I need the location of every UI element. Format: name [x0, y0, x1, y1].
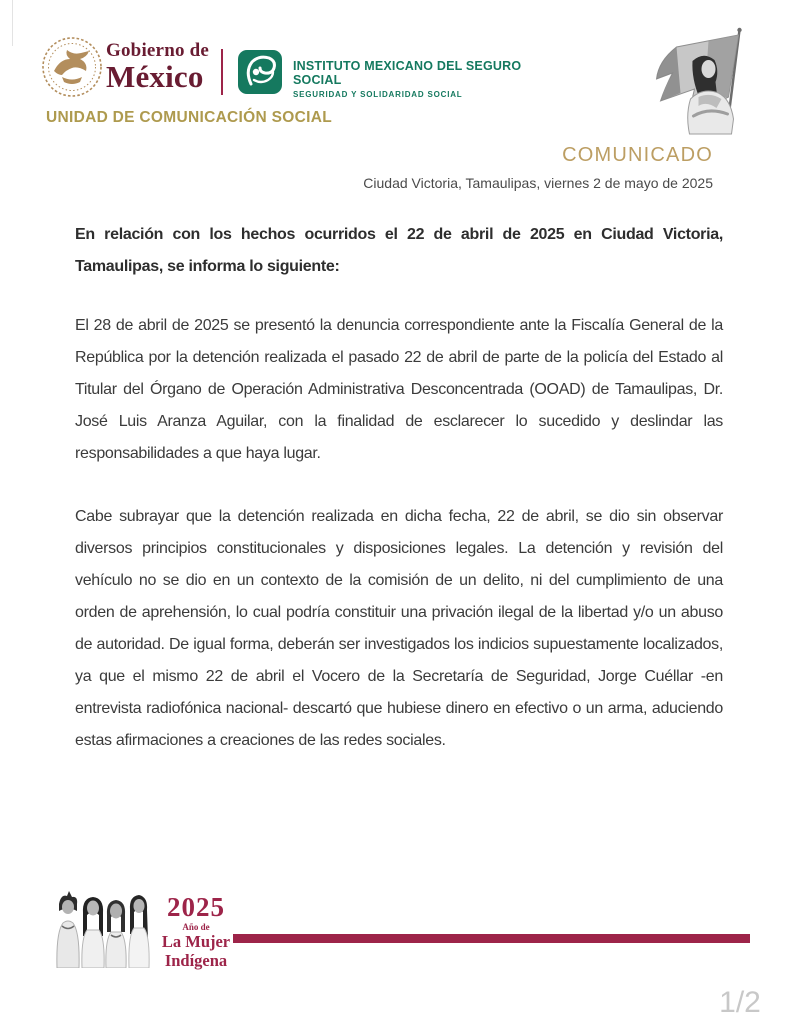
- imss-eagle-emblem-icon: [237, 49, 283, 95]
- gobierno-de-text: Gobierno de: [106, 40, 210, 61]
- page-indicator: 1/2: [719, 986, 761, 1019]
- mexico-coat-of-arms-seal-icon: [40, 35, 104, 99]
- comunicado-heading: COMUNICADO: [562, 144, 713, 166]
- campaign-line1-text: La Mujer: [161, 932, 231, 951]
- imss-wordmark: [293, 59, 573, 99]
- woman-with-mexican-flag-engraving: [645, 27, 763, 135]
- body-paragraph-2: Cabe subrayar que la detención realizada en dicha fecha, 22 de abril, se dio sin observar diversos principios constitucionales y disposiciones legales. La detención y revisión del vehículo no se dio en un contexto de la comisión de un delito, ni del cumplimiento de una orden de aprehensión, lo cual podría constituir una privación ilegal de la libertad y/o un abuso de autoridad. De igual forma, deberán ser investigados los indicios supuestamente localizados, ya que el mismo 22 de abril el Vocero de la Secretaría de Seguridad, Jorge Cuéllar -en entrevista radiofónica nacional- descartó que hubiese dinero en efectivo o un arma, aduciendo estas afirmaciones a creaciones de las redes sociales.: [75, 508, 723, 749]
- body-paragraph-1: El 28 de abril de 2025 se presentó la denuncia correspondiente ante la Fiscalía General de la República por la detención realizada el pasado 22 de abril de parte de la policía del Estado al Titular del Órgano de Operación Administrativa Desconcentrada (OOAD) de Tamaulipas, Dr. José Luis Aranza Aguilar, con la finalidad de esclarecer lo sucedido y deslindar las responsabilidades a que haya lugar.: [75, 317, 723, 462]
- page-edge-line: [12, 0, 13, 46]
- year-caption-text: Año de: [182, 922, 210, 932]
- intro-paragraph: En relación con los hechos ocurridos el 22 de abril de 2025 en Ciudad Victoria, Tamaulipas, se informa lo siguiente:: [75, 226, 723, 275]
- mexico-text: México: [106, 59, 204, 94]
- year-campaign-logo: [156, 894, 236, 969]
- header-divider-line: [221, 49, 223, 95]
- document-body: [75, 219, 723, 757]
- imss-subtitle-text: SEGURIDAD Y SOLIDARIDAD SOCIAL: [293, 90, 463, 99]
- unit-title: UNIDAD DE COMUNICACIÓN SOCIAL: [46, 109, 332, 126]
- imss-name-text: INSTITUTO MEXICANO DEL SEGURO SOCIAL: [293, 59, 522, 87]
- indigenous-women-photo: [52, 890, 154, 968]
- gobierno-de-mexico-wordmark: [106, 41, 209, 92]
- footer-maroon-bar: [233, 934, 750, 943]
- year-2025-text: 2025: [167, 892, 225, 922]
- campaign-line2-text: Indígena: [164, 950, 228, 970]
- dateline: Ciudad Victoria, Tamaulipas, viernes 2 de mayo de 2025: [363, 175, 713, 191]
